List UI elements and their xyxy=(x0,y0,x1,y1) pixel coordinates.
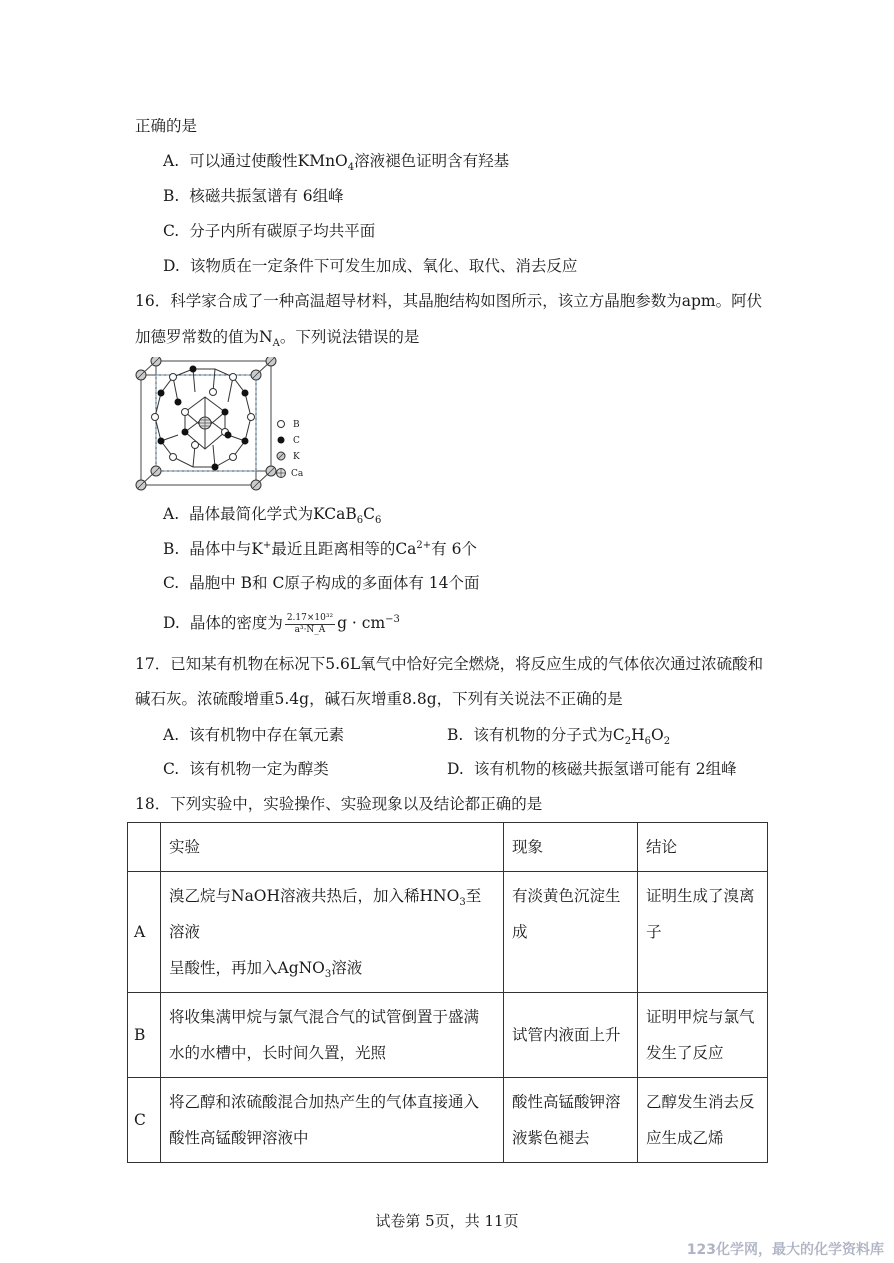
q17-option-b xyxy=(447,724,670,746)
option-text: g · cm xyxy=(337,614,386,632)
cell-line: 证明生成了溴离 xyxy=(646,887,755,905)
subscript: A xyxy=(272,338,280,350)
header-cell-phenomenon: 现象 xyxy=(504,823,638,872)
cell-line: 有淡黄色沉淀生 xyxy=(512,887,621,905)
cell-line: 成 xyxy=(512,923,528,941)
option-text: 该有机物中存在氧元素 xyxy=(189,726,345,744)
experiment-table xyxy=(127,822,768,1163)
option-letter: A. xyxy=(163,505,180,523)
q17-option-a xyxy=(163,724,344,746)
subscript: 6 xyxy=(644,736,651,748)
cell-line: 乙醇发生消去反 xyxy=(646,1093,755,1111)
option-text: 该有机物的分子式为C xyxy=(473,726,625,744)
option-letter: A. xyxy=(163,152,180,170)
cell-line: 将乙醇和浓硫酸混合加热产生的气体直接通入 xyxy=(169,1093,480,1111)
page-footer: 试卷第 5页，共 11页 xyxy=(375,1212,519,1230)
cell-line: 试管内液面上升 xyxy=(512,1026,621,1044)
superscript: + xyxy=(262,539,272,551)
subscript: 3 xyxy=(459,897,466,909)
table-header-row xyxy=(128,823,768,872)
cell-line: 发生了反应 xyxy=(646,1044,724,1062)
q16-option-c xyxy=(163,572,480,594)
cell-line: 液紫色褪去 xyxy=(512,1129,590,1147)
cell-text: 至溶液 xyxy=(169,887,482,941)
header-cell-empty xyxy=(128,823,161,872)
cell-text: 溶液 xyxy=(331,959,363,977)
experiment-cell xyxy=(161,993,504,1078)
legend-label-k: K xyxy=(293,452,300,462)
option-text: 核磁共振氢谱有 6组峰 xyxy=(189,187,344,205)
option-text: 该有机物的核磁共振氢谱可能有 2组峰 xyxy=(473,760,737,778)
option-text: 有 6个 xyxy=(431,540,477,558)
option-letter: D. xyxy=(447,760,464,778)
option-text: 晶体的密度为 xyxy=(189,614,283,632)
superscript: −3 xyxy=(385,613,400,625)
stem-text: 加德罗常数的值为N xyxy=(135,328,273,346)
q15-option-a xyxy=(163,150,509,172)
cell-line xyxy=(169,950,495,986)
fraction-numerator: 2.17×10³² xyxy=(286,612,334,623)
q17-option-c xyxy=(163,758,329,780)
subscript: 3 xyxy=(324,969,332,981)
option-letter: C. xyxy=(163,222,180,240)
phenomenon-cell xyxy=(504,993,638,1078)
legend-label-b: B xyxy=(293,420,300,430)
conclusion-cell xyxy=(638,993,768,1078)
row-label: A xyxy=(128,872,161,993)
option-text: 该物质在一定条件下可发生加成、氧化、取代、消去反应 xyxy=(189,257,578,275)
option-letter: B. xyxy=(447,726,464,744)
subscript: 6 xyxy=(375,515,382,527)
option-text: 分子内所有碳原子均共平面 xyxy=(189,222,376,240)
q17-stem-line1: 17．已知某有机物在标况下5.6L氧气中恰好完全燃烧，将反应生成的气体依次通过浓硫酸和 xyxy=(135,655,764,673)
header-cell-conclusion: 结论 xyxy=(638,823,768,872)
fraction-denominator: a³·N_A xyxy=(294,624,326,635)
option-text: 溶液褪色证明含有羟基 xyxy=(354,152,510,170)
experiment-cell xyxy=(161,1078,504,1163)
stem-text: 。下列说法错误的是 xyxy=(279,328,420,346)
phenomenon-cell xyxy=(504,1078,638,1163)
q17-option-d xyxy=(447,758,737,780)
q18-stem: 18．下列实验中，实验操作、实验现象以及结论都正确的是 xyxy=(135,795,543,813)
conclusion-cell xyxy=(638,1078,768,1163)
q16-option-d xyxy=(163,612,400,636)
crystal-structure-figure xyxy=(133,357,313,492)
option-text: 晶体最简化学式为KCaB xyxy=(189,505,357,523)
cell-line: 子 xyxy=(646,923,662,941)
cell-line: 证明甲烷与氯气 xyxy=(646,1008,755,1026)
option-text: H xyxy=(631,726,645,744)
subscript: 2 xyxy=(663,736,671,748)
cell-line: 应生成乙烯 xyxy=(646,1129,724,1147)
q16-stem-line1: 16．科学家合成了一种高温超导材料，其晶胞结构如图所示，该立方晶胞参数为apm。阿伏 xyxy=(135,292,763,310)
q15-option-b xyxy=(163,185,344,207)
q16-option-b xyxy=(163,538,477,560)
legend-label-c: C xyxy=(293,436,300,446)
cell-text: 溴乙烷与NaOH溶液共热后，加入稀HNO xyxy=(169,887,460,905)
option-text: 可以通过使酸性KMnO xyxy=(189,152,348,170)
cell-line: 将收集满甲烷与氯气混合气的试管倒置于盛满 xyxy=(169,1008,480,1026)
cell-line: 水的水槽中，长时间久置，光照 xyxy=(169,1044,387,1062)
option-letter: A. xyxy=(163,726,180,744)
option-text: 最近且距离相等的Ca xyxy=(271,540,417,558)
option-letter: B. xyxy=(163,187,180,205)
option-letter: B. xyxy=(163,540,180,558)
subscript: 6 xyxy=(356,515,364,527)
row-label: C xyxy=(128,1078,161,1163)
subscript: 4 xyxy=(347,162,355,174)
option-text: 该有机物一定为醇类 xyxy=(189,760,329,778)
watermark: 123化学网，最大的化学资料库 xyxy=(686,1242,884,1258)
cell-text: 呈酸性，再加入AgNO xyxy=(169,959,325,977)
header-cell-experiment: 实验 xyxy=(161,823,504,872)
option-text: 晶体中与K xyxy=(189,540,263,558)
option-text: O xyxy=(650,726,664,744)
subscript: 2 xyxy=(624,736,632,748)
option-letter: C. xyxy=(163,760,180,778)
option-letter: C. xyxy=(163,574,180,592)
q17-stem-line2: 碱石灰。浓硫酸增重5.4g，碱石灰增重8.8g，下列有关说法不正确的是 xyxy=(135,690,623,708)
cell-line: 酸性高锰酸钾溶 xyxy=(512,1093,621,1111)
phenomenon-cell xyxy=(504,872,638,993)
superscript: 2+ xyxy=(416,539,432,551)
table-row xyxy=(128,872,768,993)
legend-label-ca: Ca xyxy=(291,469,304,479)
q16-option-a xyxy=(163,503,381,525)
option-letter: D. xyxy=(163,614,180,632)
q16-stem-line2 xyxy=(135,326,419,348)
cell-line xyxy=(169,878,495,950)
option-text: C xyxy=(363,505,376,523)
row-label: B xyxy=(128,993,161,1078)
q15-option-c xyxy=(163,220,375,242)
experiment-cell xyxy=(161,872,504,993)
q15-tail: 正确的是 xyxy=(135,117,198,135)
option-text: 晶胞中 B和 C原子构成的多面体有 14个面 xyxy=(189,574,480,592)
option-letter: D. xyxy=(163,257,180,275)
density-fraction xyxy=(285,613,335,636)
conclusion-cell xyxy=(638,872,768,993)
table-row xyxy=(128,1078,768,1163)
table-row xyxy=(128,993,768,1078)
cell-line: 酸性高锰酸钾溶液中 xyxy=(169,1129,309,1147)
q15-option-d xyxy=(163,255,577,277)
